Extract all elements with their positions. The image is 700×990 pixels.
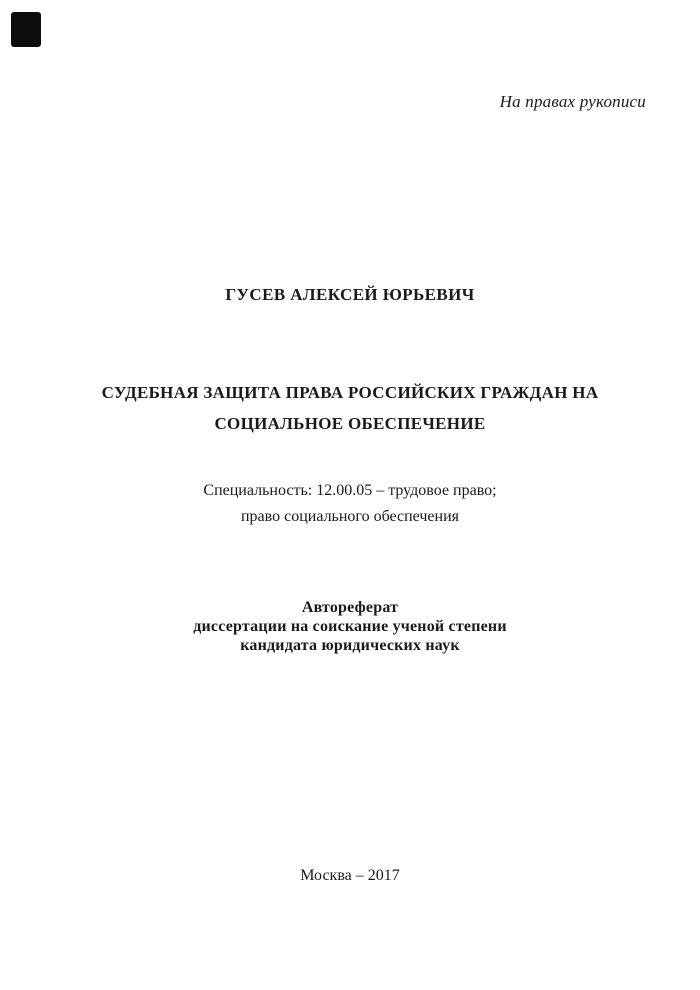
- abstract-heading-line-3: кандидата юридических наук: [240, 637, 460, 654]
- dissertation-title: [0, 377, 700, 439]
- specialty-line-2: право социального обеспечения: [240, 508, 459, 525]
- dissertation-title-line-1: СУДЕБНАЯ ЗАЩИТА ПРАВА РОССИЙСКИХ ГРАЖДАН НА: [101, 383, 599, 402]
- dissertation-title-line-2: СОЦИАЛЬНОЕ ОБЕСПЕЧЕНИЕ: [214, 414, 486, 433]
- abstract-heading: [0, 598, 700, 655]
- city-year-imprint: Москва – 2017: [300, 867, 400, 884]
- specialty-block: [0, 478, 700, 530]
- abstract-heading-line-2: диссертации на соискание ученой степени: [193, 618, 507, 635]
- manuscript-rights-note: На правах рукописи: [499, 92, 646, 111]
- author-name: ГУСЕВ АЛЕКСЕЙ ЮРЬЕВИЧ: [225, 285, 475, 304]
- abstract-heading-line-1: Автореферат: [301, 599, 399, 616]
- specialty-line-1: Специальность: 12.00.05 – трудовое право;: [203, 482, 497, 499]
- scan-artifact-mark: [11, 12, 41, 47]
